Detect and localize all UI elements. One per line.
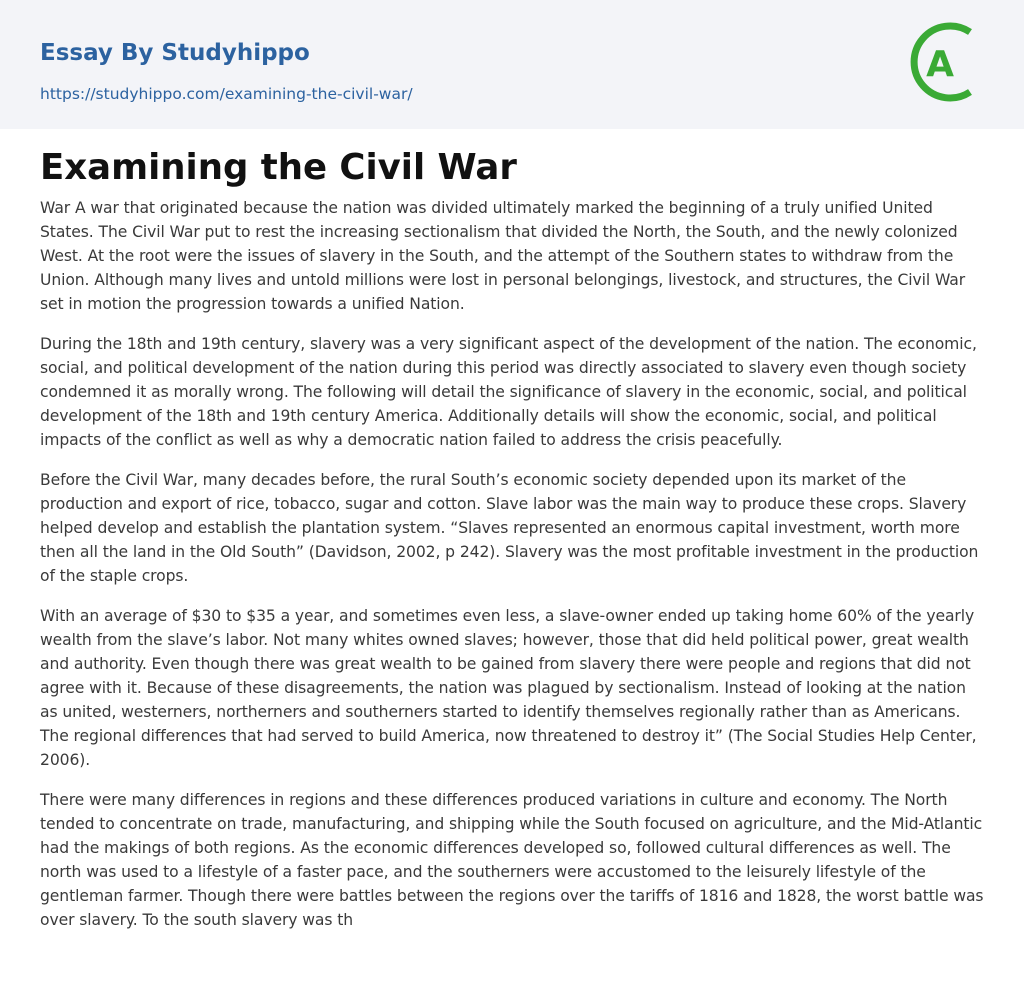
studyhippo-logo-icon[interactable] bbox=[910, 18, 986, 106]
paragraph: War A war that originated because the nation was divided ultimately marked the beginning of a truly unified United States. The Civil War put to rest the increasing sectionalism that divided the North, the South, and the newly colonized West. At the root were the issues of slavery in the South, and the attempt of the Southern states to withdraw from the Union. Although many lives and untold millions were lost in personal belongings, livestock, and structures, the Civil War set in motion the progression towards a unified Nation. bbox=[40, 199, 966, 313]
article bbox=[40, 146, 984, 948]
essay-url-link[interactable]: https://studyhippo.com/examining-the-civil-war/ bbox=[40, 85, 413, 103]
logo-letter: A bbox=[926, 44, 954, 85]
site-header bbox=[0, 0, 1024, 129]
paragraph: There were many differences in regions and these differences produced variations in culture and economy. The North tended to concentrate on trade, manufacturing, and shipping while the South focused on agriculture, and the Mid-Atlantic had the makings of both regions. As the economic differences developed so, followed cultural differences as well. The north was used to a lifestyle of a faster pace, and the southerners were accustomed to the leisurely lifestyle of the gentleman farmer. Though there were battles between the regions over the tariffs of 1816 and 1828, the worst battle was over slavery. To the south slavery was th bbox=[40, 791, 984, 929]
site-title[interactable]: Essay By Studyhippo bbox=[40, 40, 310, 66]
paragraph: During the 18th and 19th century, slavery was a very significant aspect of the development of the nation. The economic, social, and political development of the nation during this period was directly associated to slavery even though society condemned it as morally wrong. The following will detail the significance of slavery in the economic, social, and political development of the 18th and 19th century America. Additionally details will show the economic, social, and political impacts of the conflict as well as why a democratic nation failed to address the crisis peacefully. bbox=[40, 335, 977, 449]
page-title: Examining the Civil War bbox=[40, 147, 517, 188]
article-body bbox=[40, 196, 984, 932]
paragraph: With an average of $30 to $35 a year, and sometimes even less, a slave-owner ended up taking home 60% of the yearly wealth from the slave’s labor. Not many whites owned slaves; however, those that did held political power, great wealth and authority. Even though there was great wealth to be gained from slavery there were people and regions that did not agree with it. Because of these disagreements, the nation was plagued by sectionalism. Instead of looking at the nation as united, westerners, northerners and southerners started to identify themselves regionally rather than as Americans. The regional differences that had served to build America, now threatened to destroy it” (The Social Studies Help Center, 2006). bbox=[40, 607, 977, 769]
paragraph: Before the Civil War, many decades before, the rural South’s economic society depended upon its market of the production and export of rice, tobacco, sugar and cotton. Slave labor was the main way to produce these crops. Slavery helped develop and establish the plantation system. “Slaves represented an enormous capital investment, worth more then all the land in the Old South” (Davidson, 2002, p 242). Slavery was the most profitable investment in the production of the staple crops. bbox=[40, 471, 979, 585]
